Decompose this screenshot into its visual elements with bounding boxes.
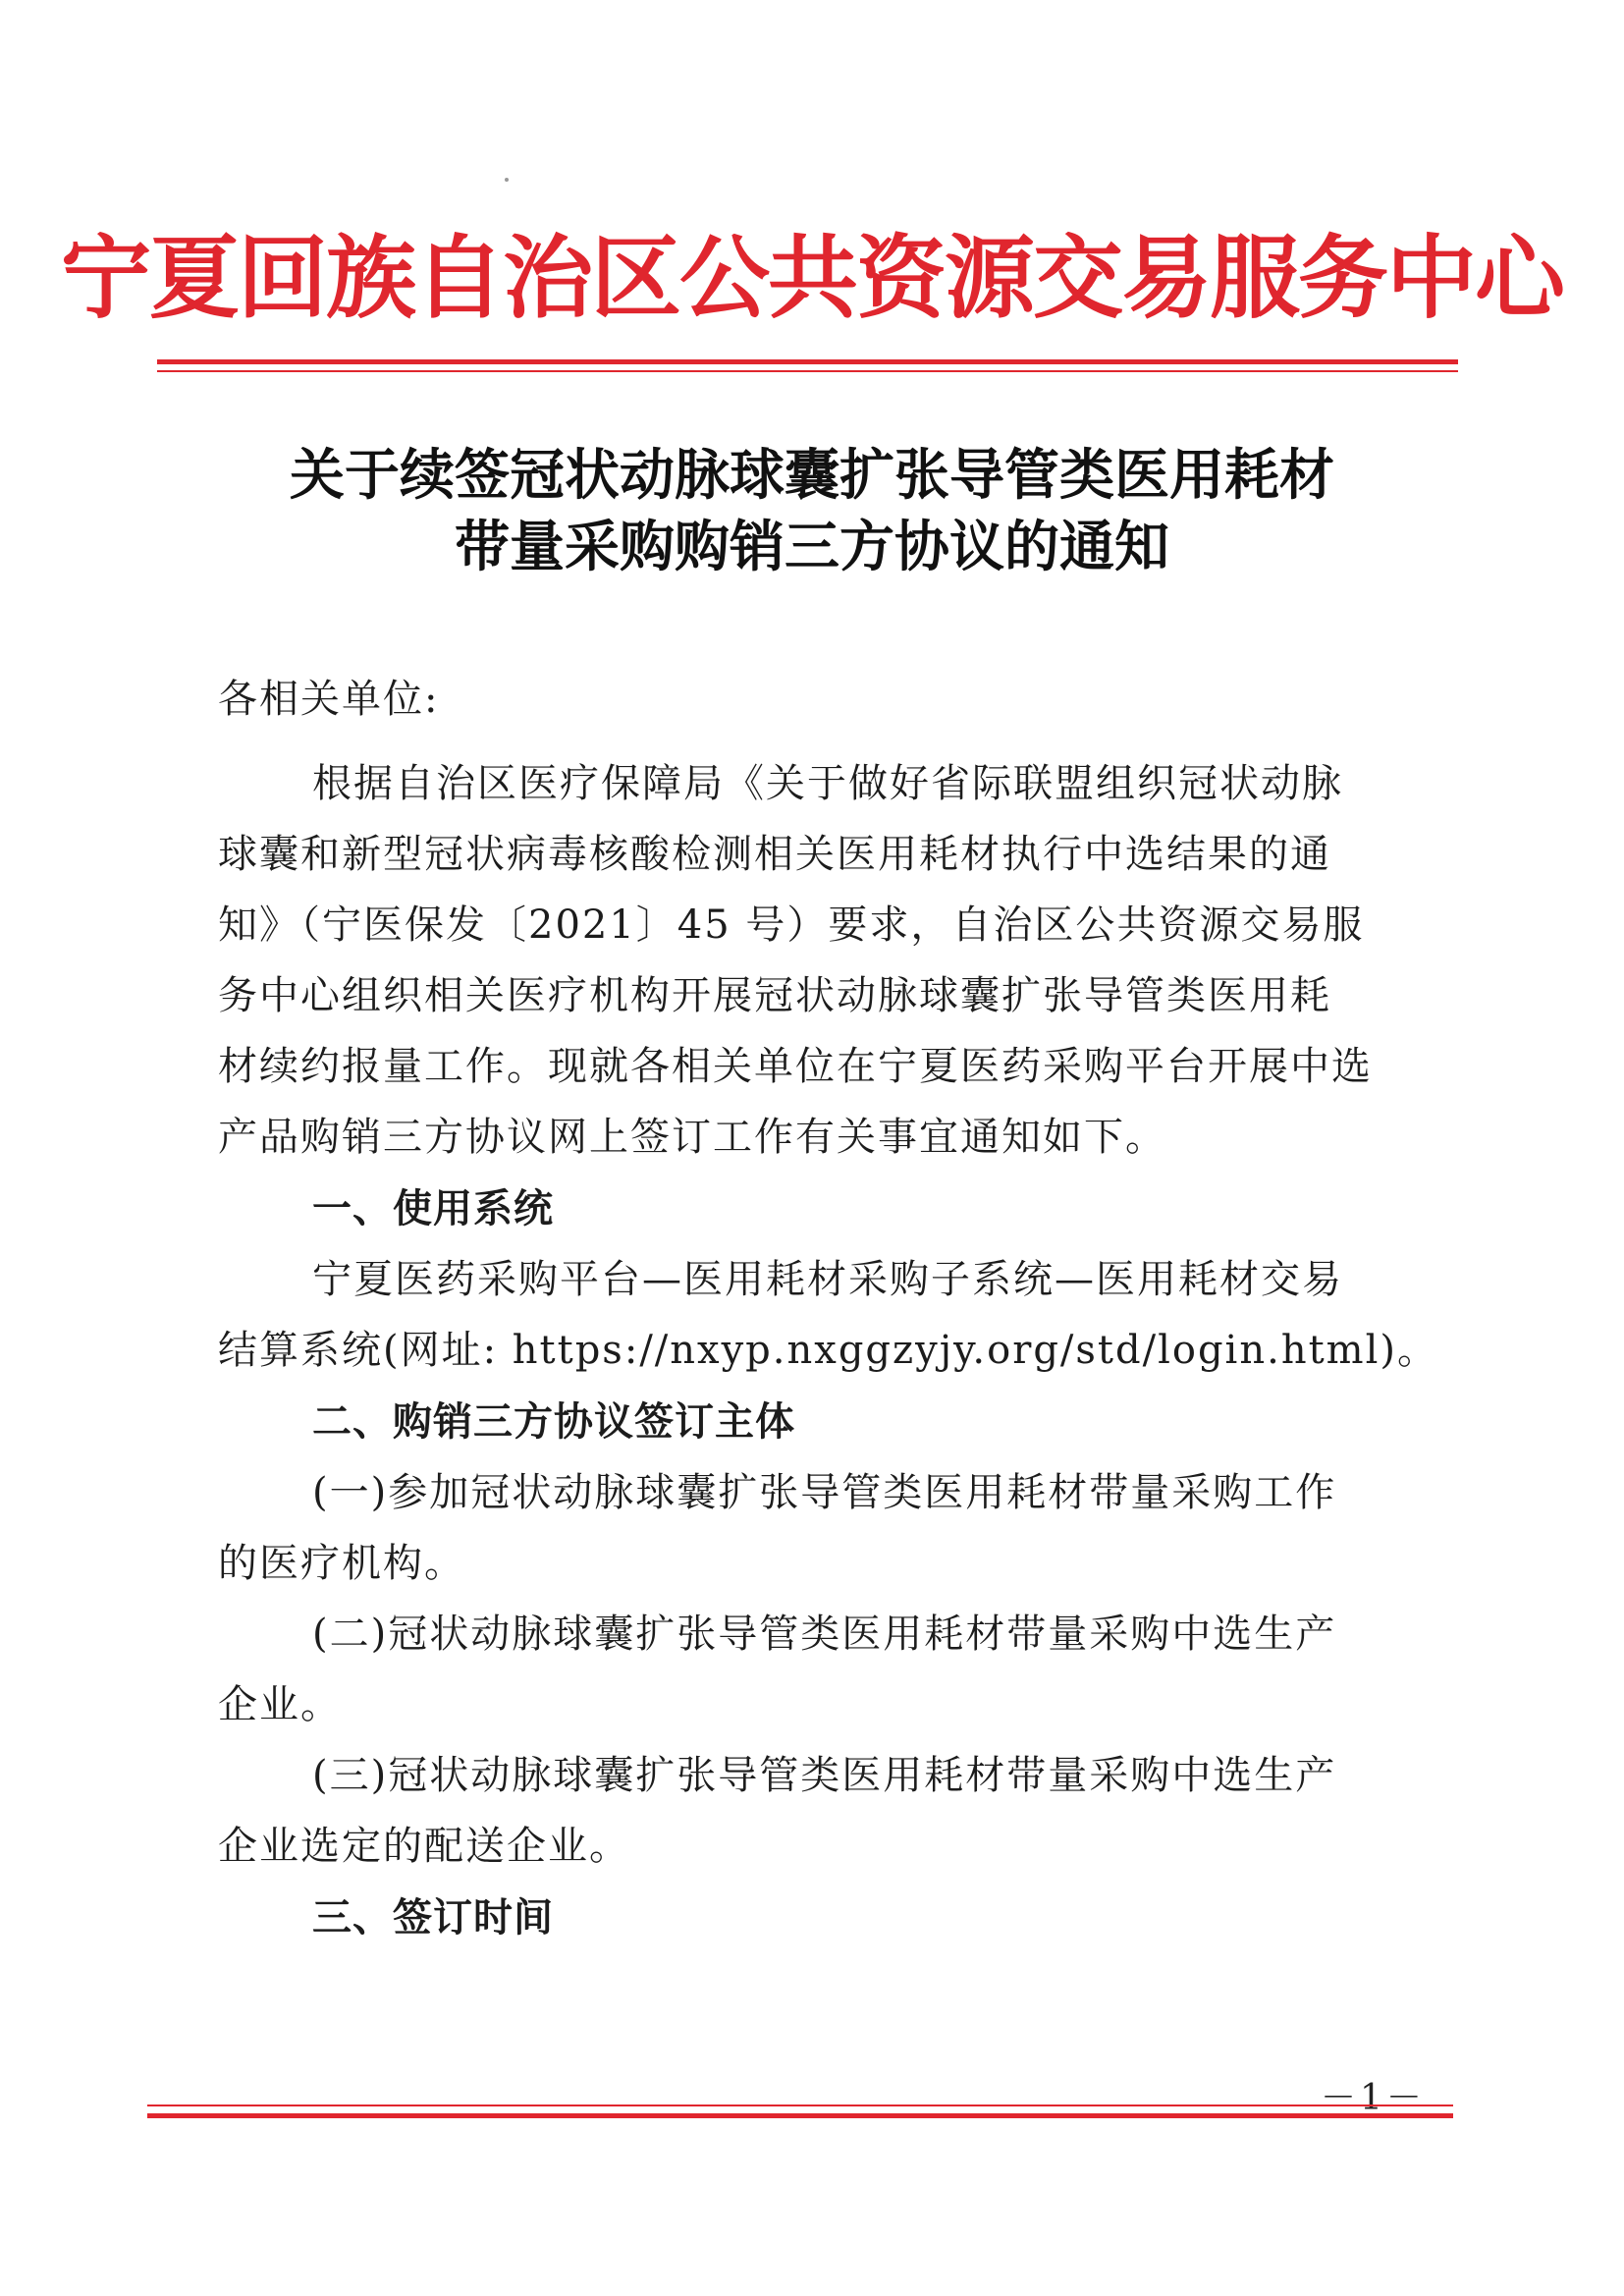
letterhead-org-name: 宁夏回族自治区公共资源交易服务中心 (60, 225, 1563, 331)
document-title-line-1: 关于续签冠状动脉球囊扩张导管类医用耗材 (290, 444, 1334, 508)
document-title-line-2: 带量采购购销三方协议的通知 (455, 516, 1169, 579)
section-heading-2: 二、购销三方协议签订主体 (312, 1399, 795, 1445)
paragraph-line: 产品购销三方协议网上签订工作有关事宜通知如下。 (218, 1115, 1166, 1160)
paragraph-line: (三)冠状动脉球囊扩张导管类医用耗材带量采购中选生产 (312, 1753, 1337, 1798)
letterhead-rule-thin (157, 370, 1458, 372)
paragraph-line: 务中心组织相关医疗机构开展冠状动脉球囊扩张导管类医用耗 (218, 973, 1331, 1018)
paragraph-line: 企业选定的配送企业。 (218, 1824, 630, 1869)
letterhead-rule-thick (157, 359, 1458, 364)
scan-speck (505, 178, 509, 182)
paragraph-line: (一)参加冠状动脉球囊扩张导管类医用耗材带量采购工作 (312, 1470, 1337, 1515)
footer-rule-thin (147, 2105, 1453, 2106)
section-heading-1: 一、使用系统 (312, 1186, 554, 1231)
paragraph-line: 结算系统(网址: https://nxyp.nxggzyjy.org/std/login.html)。 (218, 1328, 1438, 1373)
paragraph-line: 企业。 (218, 1682, 342, 1727)
footer-rule-thick (147, 2113, 1453, 2118)
page-number: －1－ (1321, 2078, 1426, 2118)
paragraph-line: 球囊和新型冠状病毒核酸检测相关医用耗材执行中选结果的通 (218, 832, 1331, 877)
paragraph-line: 的医疗机构。 (218, 1541, 465, 1586)
paragraph-line: 知》（宁医保发〔2021〕45 号）要求，自治区公共资源交易服 (218, 902, 1365, 948)
paragraph-line: 根据自治区医疗保障局《关于做好省际联盟组织冠状动脉 (312, 761, 1343, 806)
paragraph-line: (二)冠状动脉球囊扩张导管类医用耗材带量采购中选生产 (312, 1612, 1337, 1657)
salutation: 各相关单位: (218, 677, 440, 722)
paragraph-line: 宁夏医药采购平台—医用耗材采购子系统—医用耗材交易 (312, 1257, 1343, 1302)
paragraph-line: 材续约报量工作。现就各相关单位在宁夏医药采购平台开展中选 (218, 1044, 1373, 1089)
section-heading-3: 三、签订时间 (312, 1895, 554, 1941)
